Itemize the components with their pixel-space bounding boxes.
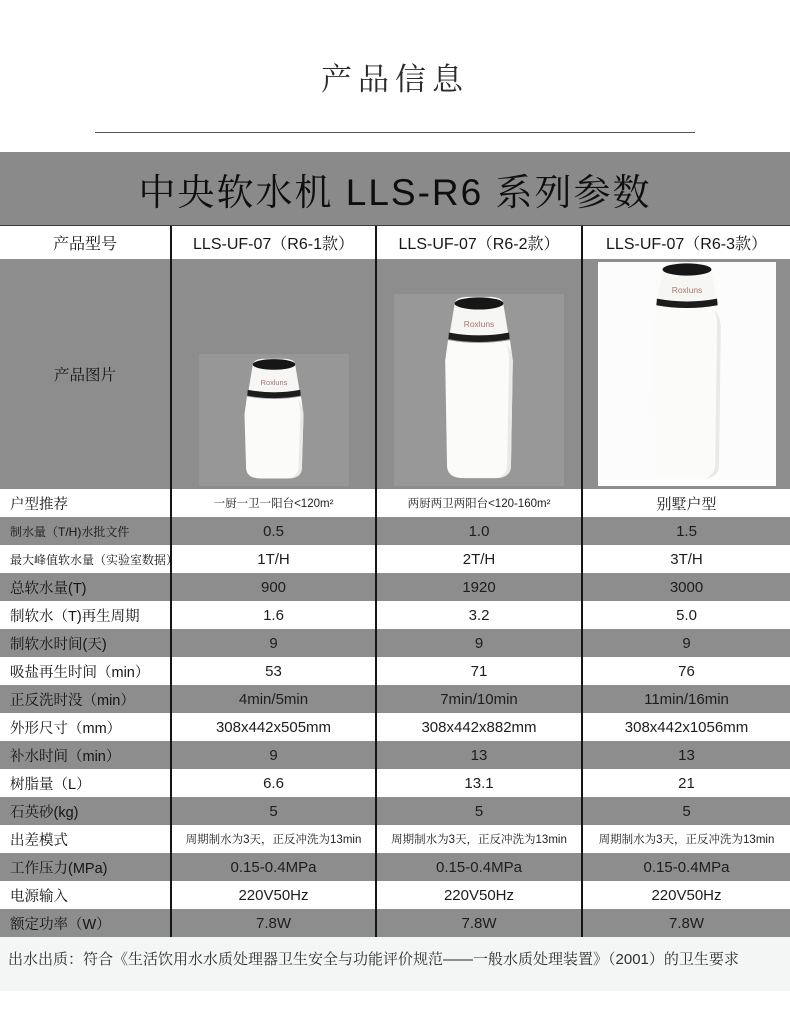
spec-value: 5 bbox=[377, 797, 583, 825]
spec-value: 0.15-0.4MPa bbox=[172, 853, 377, 881]
product-photo-small bbox=[199, 354, 349, 486]
spec-value: 9 bbox=[172, 629, 377, 657]
spec-value: 2T/H bbox=[377, 545, 583, 573]
page-footer bbox=[0, 937, 790, 991]
spec-label: 户型推荐 bbox=[0, 489, 172, 517]
spec-label: 出差模式 bbox=[0, 825, 172, 853]
spec-value: 1T/H bbox=[172, 545, 377, 573]
series-banner bbox=[0, 152, 790, 225]
spec-label: 制水量（T/H)水批文件 bbox=[0, 517, 172, 545]
spec-value: 220V50Hz bbox=[172, 881, 377, 909]
spec-value: 5.0 bbox=[676, 606, 697, 624]
spec-label: 补水时间（min） bbox=[0, 741, 172, 769]
spec-row bbox=[0, 909, 790, 937]
spec-value: 53 bbox=[172, 657, 377, 685]
spec-value: 13 bbox=[678, 746, 695, 764]
water-quality-note: 出水出质：符合《生活饮用水水质处理器卫生安全与功能评价规范——一般水质处理装置》（2001）的卫生要求 bbox=[8, 951, 739, 968]
spec-row bbox=[0, 713, 790, 741]
spec-row bbox=[0, 601, 790, 629]
model-name-r6-1: LLS-UF-07（R6-1款） bbox=[172, 226, 377, 259]
image-row-label: 产品图片 bbox=[0, 259, 172, 489]
spec-value: 71 bbox=[377, 657, 583, 685]
spec-label: 石英砂(kg) bbox=[0, 797, 172, 825]
spec-row bbox=[0, 825, 790, 853]
spec-value: 308x442x882mm bbox=[377, 713, 583, 741]
product-photo-medium bbox=[394, 294, 564, 486]
spec-label: 总软水量(T) bbox=[0, 573, 172, 601]
spec-value: 7min/10min bbox=[377, 685, 583, 713]
spec-value: 21 bbox=[678, 774, 695, 792]
model-name-r6-2: LLS-UF-07（R6-2款） bbox=[377, 226, 583, 259]
spec-value: 220V50Hz bbox=[651, 886, 722, 904]
spec-value: 1.6 bbox=[172, 601, 377, 629]
spec-value: 9 bbox=[682, 634, 691, 652]
brand-logo-text: Roxluns bbox=[260, 377, 287, 387]
spec-value: 一厨一卫一阳台<120m² bbox=[172, 489, 377, 517]
header-divider-line bbox=[95, 132, 695, 133]
spec-value: 0.15-0.4MPa bbox=[377, 853, 583, 881]
spec-value: 5 bbox=[682, 802, 691, 820]
spec-row bbox=[0, 685, 790, 713]
spec-label: 制软水时间(天) bbox=[0, 629, 172, 657]
spec-value: 7.8W bbox=[172, 909, 377, 937]
spec-label: 树脂量（L） bbox=[0, 769, 172, 797]
spec-value: 900 bbox=[172, 573, 377, 601]
spec-rows bbox=[0, 489, 790, 937]
spec-label: 电源输入 bbox=[0, 881, 172, 909]
spec-value: 1.0 bbox=[377, 517, 583, 545]
spec-label: 外形尺寸（mm） bbox=[0, 713, 172, 741]
spec-value: 7.8W bbox=[377, 909, 583, 937]
spec-value: 0.15-0.4MPa bbox=[643, 858, 730, 876]
water-softener-icon bbox=[432, 295, 526, 481]
spec-row bbox=[0, 797, 790, 825]
spec-value: 308x442x505mm bbox=[172, 713, 377, 741]
spec-value: 3000 bbox=[669, 578, 704, 596]
water-softener-icon bbox=[233, 357, 315, 481]
spec-value: 3T/H bbox=[670, 550, 703, 568]
spec-label: 制软水（T)再生周期 bbox=[0, 601, 172, 629]
spec-row bbox=[0, 769, 790, 797]
spec-row bbox=[0, 489, 790, 517]
spec-row bbox=[0, 573, 790, 601]
model-row-label: 产品型号 bbox=[0, 226, 172, 259]
image-row bbox=[0, 259, 790, 489]
series-title: 中央软水机 LLS-R6 系列参数 bbox=[138, 171, 652, 213]
spec-value: 11min/16min bbox=[644, 690, 729, 708]
page-header bbox=[0, 0, 790, 99]
water-softener-icon bbox=[640, 261, 734, 481]
spec-value: 5 bbox=[172, 797, 377, 825]
spec-value: 4min/5min bbox=[172, 685, 377, 713]
spec-value: 周期制水为3天，正反冲洗为13min bbox=[172, 825, 377, 853]
spec-label: 工作压力(MPa) bbox=[0, 853, 172, 881]
spec-row bbox=[0, 657, 790, 685]
spec-value: 两厨两卫两阳台<120-160m² bbox=[377, 489, 583, 517]
spec-label: 吸盐再生时间（min） bbox=[0, 657, 172, 685]
spec-value: 9 bbox=[172, 741, 377, 769]
spec-row bbox=[0, 853, 790, 881]
model-row bbox=[0, 226, 790, 259]
spec-value: 别墅户型 bbox=[656, 495, 717, 513]
spec-value: 7.8W bbox=[668, 914, 704, 932]
spec-row bbox=[0, 741, 790, 769]
spec-row bbox=[0, 517, 790, 545]
spec-table bbox=[0, 225, 790, 937]
spec-value: 308x442x1056mm bbox=[624, 718, 749, 736]
spec-value: 13.1 bbox=[377, 769, 583, 797]
brand-logo-text: Roxluns bbox=[463, 318, 495, 329]
spec-label: 正反洗时没（min） bbox=[0, 685, 172, 713]
model-name-r6-3: LLS-UF-07（R6-3款） bbox=[606, 236, 767, 253]
spec-value: 9 bbox=[377, 629, 583, 657]
spec-value: 1.5 bbox=[676, 522, 697, 540]
spec-value: 76 bbox=[678, 662, 695, 680]
spec-row bbox=[0, 629, 790, 657]
brand-logo-text: Roxluns bbox=[671, 284, 702, 295]
spec-label: 最大峰值软水量（实验室数据） bbox=[0, 545, 172, 573]
spec-label: 额定功率（W） bbox=[0, 909, 172, 937]
page-title: 产品信息 bbox=[321, 62, 469, 97]
product-image-r6-2 bbox=[377, 259, 583, 489]
spec-value: 周期制水为3天，正反冲洗为13min bbox=[377, 825, 583, 853]
spec-value: 0.5 bbox=[172, 517, 377, 545]
spec-row bbox=[0, 881, 790, 909]
spec-value: 13 bbox=[377, 741, 583, 769]
product-image-r6-1 bbox=[172, 259, 377, 489]
product-image-r6-3 bbox=[583, 259, 790, 489]
spec-value: 6.6 bbox=[172, 769, 377, 797]
spec-row bbox=[0, 545, 790, 573]
spec-value: 220V50Hz bbox=[377, 881, 583, 909]
spec-value: 3.2 bbox=[377, 601, 583, 629]
spec-value: 1920 bbox=[377, 573, 583, 601]
product-photo-large bbox=[598, 262, 776, 486]
spec-value: 周期制水为3天，正反冲洗为13min bbox=[598, 834, 775, 846]
